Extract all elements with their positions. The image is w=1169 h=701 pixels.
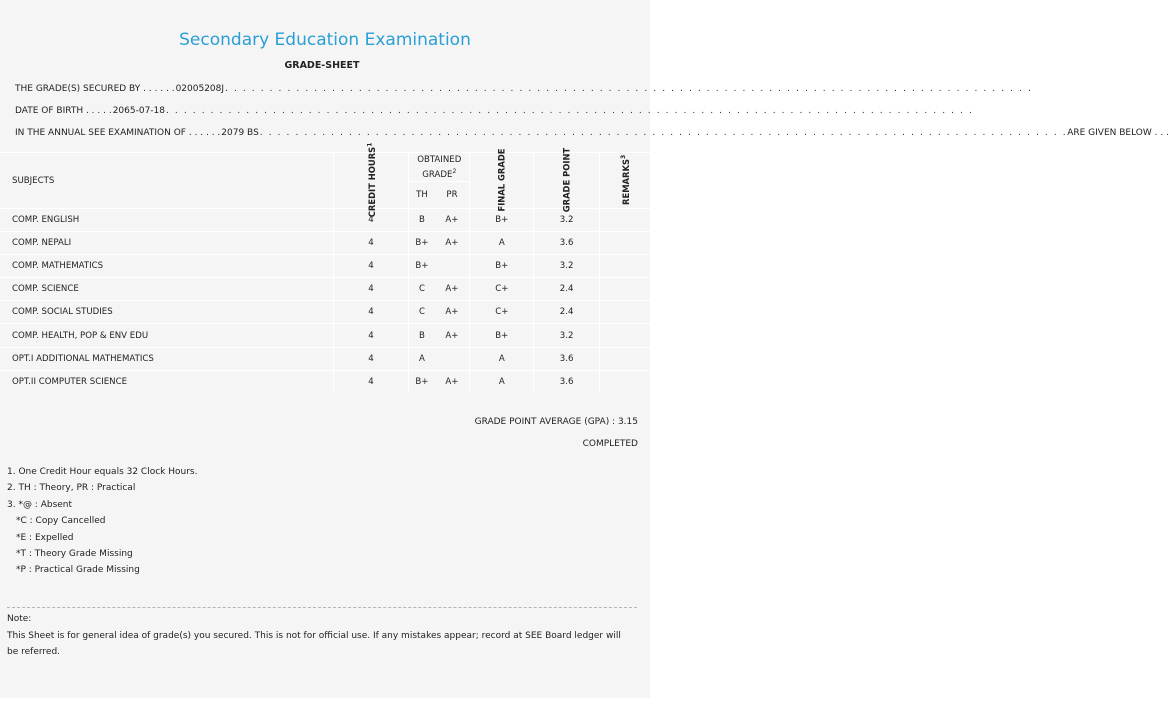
header-th: TH	[409, 182, 435, 209]
remarks-cell	[599, 255, 650, 278]
header-obtained-grade: OBTAINED GRADE$^2$	[409, 153, 470, 182]
grades-table	[0, 142, 650, 393]
table-row	[0, 278, 650, 301]
th-grade-cell: C	[409, 278, 435, 301]
credit-cell: 4	[333, 301, 409, 324]
th-grade-cell: B+	[409, 232, 435, 255]
footnote-1: 1. One Credit Hour equals 32 Clock Hours.	[7, 467, 198, 477]
final-grade-cell: B+	[470, 209, 534, 232]
th-grade-cell: B	[409, 324, 435, 347]
pr-grade-cell: A+	[435, 370, 470, 393]
grade-point-cell: 3.6	[534, 370, 600, 393]
credit-cell: 4	[333, 255, 409, 278]
grade-point-cell: 3.6	[534, 232, 600, 255]
header-remarks: REMARKS$^3$	[599, 153, 650, 209]
dot-leader: . . . . . . . . . . . . . . . . . . . . . . . . . . . . . . . . . . . . . . . . . . . . . . . . . . . . . . . . . . . . . . . . . . . . . . . . . . . . . . . . . . . . . . . . . . .	[225, 84, 1033, 94]
final-grade-cell: C+	[470, 301, 534, 324]
subject-cell: COMP. SOCIAL STUDIES	[0, 301, 333, 324]
footnote-3-theory-missing: *T : Theory Grade Missing	[16, 549, 133, 560]
subject-cell: OPT.II COMPUTER SCIENCE	[0, 370, 333, 393]
pr-grade-cell: A+	[435, 324, 470, 347]
sheet-subtitle: GRADE-SHEET	[284, 60, 360, 71]
header-grade-point: GRADE POINT	[534, 153, 600, 209]
note-label: Note:	[7, 614, 32, 624]
grade-point-cell: 2.4	[534, 278, 600, 301]
divider	[7, 607, 637, 608]
info-line-exam	[15, 128, 1169, 138]
grade-point-cell: 3.2	[534, 255, 600, 278]
th-grade-cell: B+	[409, 370, 435, 393]
exam-label: IN THE ANNUAL SEE EXAMINATION OF . . . . . .	[15, 128, 221, 138]
subject-cell: COMP. SCIENCE	[0, 278, 333, 301]
table-row	[0, 232, 650, 255]
remarks-cell	[599, 324, 650, 347]
status-text: COMPLETED	[582, 439, 638, 449]
footnote-2: 2. TH : Theory, PR : Practical	[7, 483, 136, 494]
info-line-grade	[15, 84, 1033, 94]
subject-cell: COMP. MATHEMATICS	[0, 255, 333, 278]
table-row	[0, 324, 650, 347]
page-title: Secondary Education Examination	[179, 30, 471, 50]
exam-tail: ARE GIVEN BELOW . . .	[1067, 128, 1169, 138]
info-line-dob	[15, 106, 974, 116]
pr-grade-cell: A+	[435, 278, 470, 301]
table-row	[0, 370, 650, 393]
grade-point-cell: 2.4	[534, 301, 600, 324]
subject-cell: COMP. NEPALI	[0, 232, 333, 255]
credit-cell: 4	[333, 347, 409, 370]
footnotes	[7, 464, 197, 579]
table-row	[0, 347, 650, 370]
table-row	[0, 255, 650, 278]
remarks-cell	[599, 301, 650, 324]
th-grade-cell: C	[409, 301, 435, 324]
pr-grade-cell: A+	[435, 301, 470, 324]
header-final-grade: FINAL GRADE	[470, 153, 534, 209]
header-credit-hours: CREDIT HOURS$^1$	[333, 153, 409, 209]
credit-cell: 4	[333, 324, 409, 347]
pr-grade-cell	[435, 347, 470, 370]
final-grade-cell: A	[470, 232, 534, 255]
remarks-cell	[599, 278, 650, 301]
final-grade-cell: B+	[470, 324, 534, 347]
remarks-cell	[599, 370, 650, 393]
credit-cell: 4	[333, 278, 409, 301]
dob-label: DATE OF BIRTH . . . . .	[15, 106, 112, 116]
footnote-3: 3. *@ : Absent	[7, 499, 73, 510]
footnote-3-practical-missing: *P : Practical Grade Missing	[16, 565, 140, 576]
header-subjects: SUBJECTS	[0, 153, 333, 209]
pr-grade-cell: A+	[435, 209, 470, 232]
subject-cell: COMP. HEALTH, POP & ENV EDU	[0, 324, 333, 347]
gpa-summary: GRADE POINT AVERAGE (GPA) : 3.15	[474, 417, 638, 427]
grade-point-cell: 3.2	[534, 324, 600, 347]
footnote-3-expelled: *E : Expelled	[16, 532, 74, 543]
subject-cell: COMP. ENGLISH	[0, 209, 333, 232]
remarks-cell	[599, 209, 650, 232]
remarks-cell	[599, 232, 650, 255]
table-row	[0, 301, 650, 324]
footnote-3-copy-cancelled: *C : Copy Cancelled	[16, 516, 106, 527]
grades-body	[0, 209, 650, 393]
th-grade-cell: B+	[409, 255, 435, 278]
th-grade-cell: B	[409, 209, 435, 232]
final-grade-cell: B+	[470, 255, 534, 278]
subject-cell: OPT.I ADDITIONAL MATHEMATICS	[0, 347, 333, 370]
final-grade-cell: A	[470, 347, 534, 370]
header-pr: PR	[435, 182, 470, 209]
grade-point-cell: 3.6	[534, 347, 600, 370]
remarks-cell	[599, 347, 650, 370]
credit-cell: 4	[333, 209, 409, 232]
exam-year: 2079 BS	[221, 128, 259, 138]
final-grade-cell: C+	[470, 278, 534, 301]
dob-value: 2065-07-18	[112, 106, 166, 116]
credit-cell: 4	[333, 232, 409, 255]
table-row	[0, 209, 650, 232]
pr-grade-cell	[435, 255, 470, 278]
grade-point-cell: 3.2	[534, 209, 600, 232]
credit-cell: 4	[333, 370, 409, 393]
th-grade-cell: A	[409, 347, 435, 370]
dot-leader: . . . . . . . . . . . . . . . . . . . . . . . . . . . . . . . . . . . . . . . . . . . . . . . . . . . . . . . . . . . . . . . . . . . . . . . . . . . . . . . . . . . . . . . . . . .	[166, 106, 974, 116]
note-text: This Sheet is for general idea of grade(s) you secured. This is not for official use. If any mistakes appear; record at SEE Board ledger will be referred.	[7, 631, 621, 657]
symbol-number: 02005208J	[175, 84, 225, 94]
dot-leader: . . . . . . . . . . . . . . . . . . . . . . . . . . . . . . . . . . . . . . . . . . . . . . . . . . . . . . . . . . . . . . . . . . . . . . . . . . . . . . . . . . . . . . . . . . .	[259, 128, 1068, 138]
pr-grade-cell: A+	[435, 232, 470, 255]
final-grade-cell: A	[470, 370, 534, 393]
grade-label: THE GRADE(S) SECURED BY . . . . . .	[15, 84, 175, 94]
